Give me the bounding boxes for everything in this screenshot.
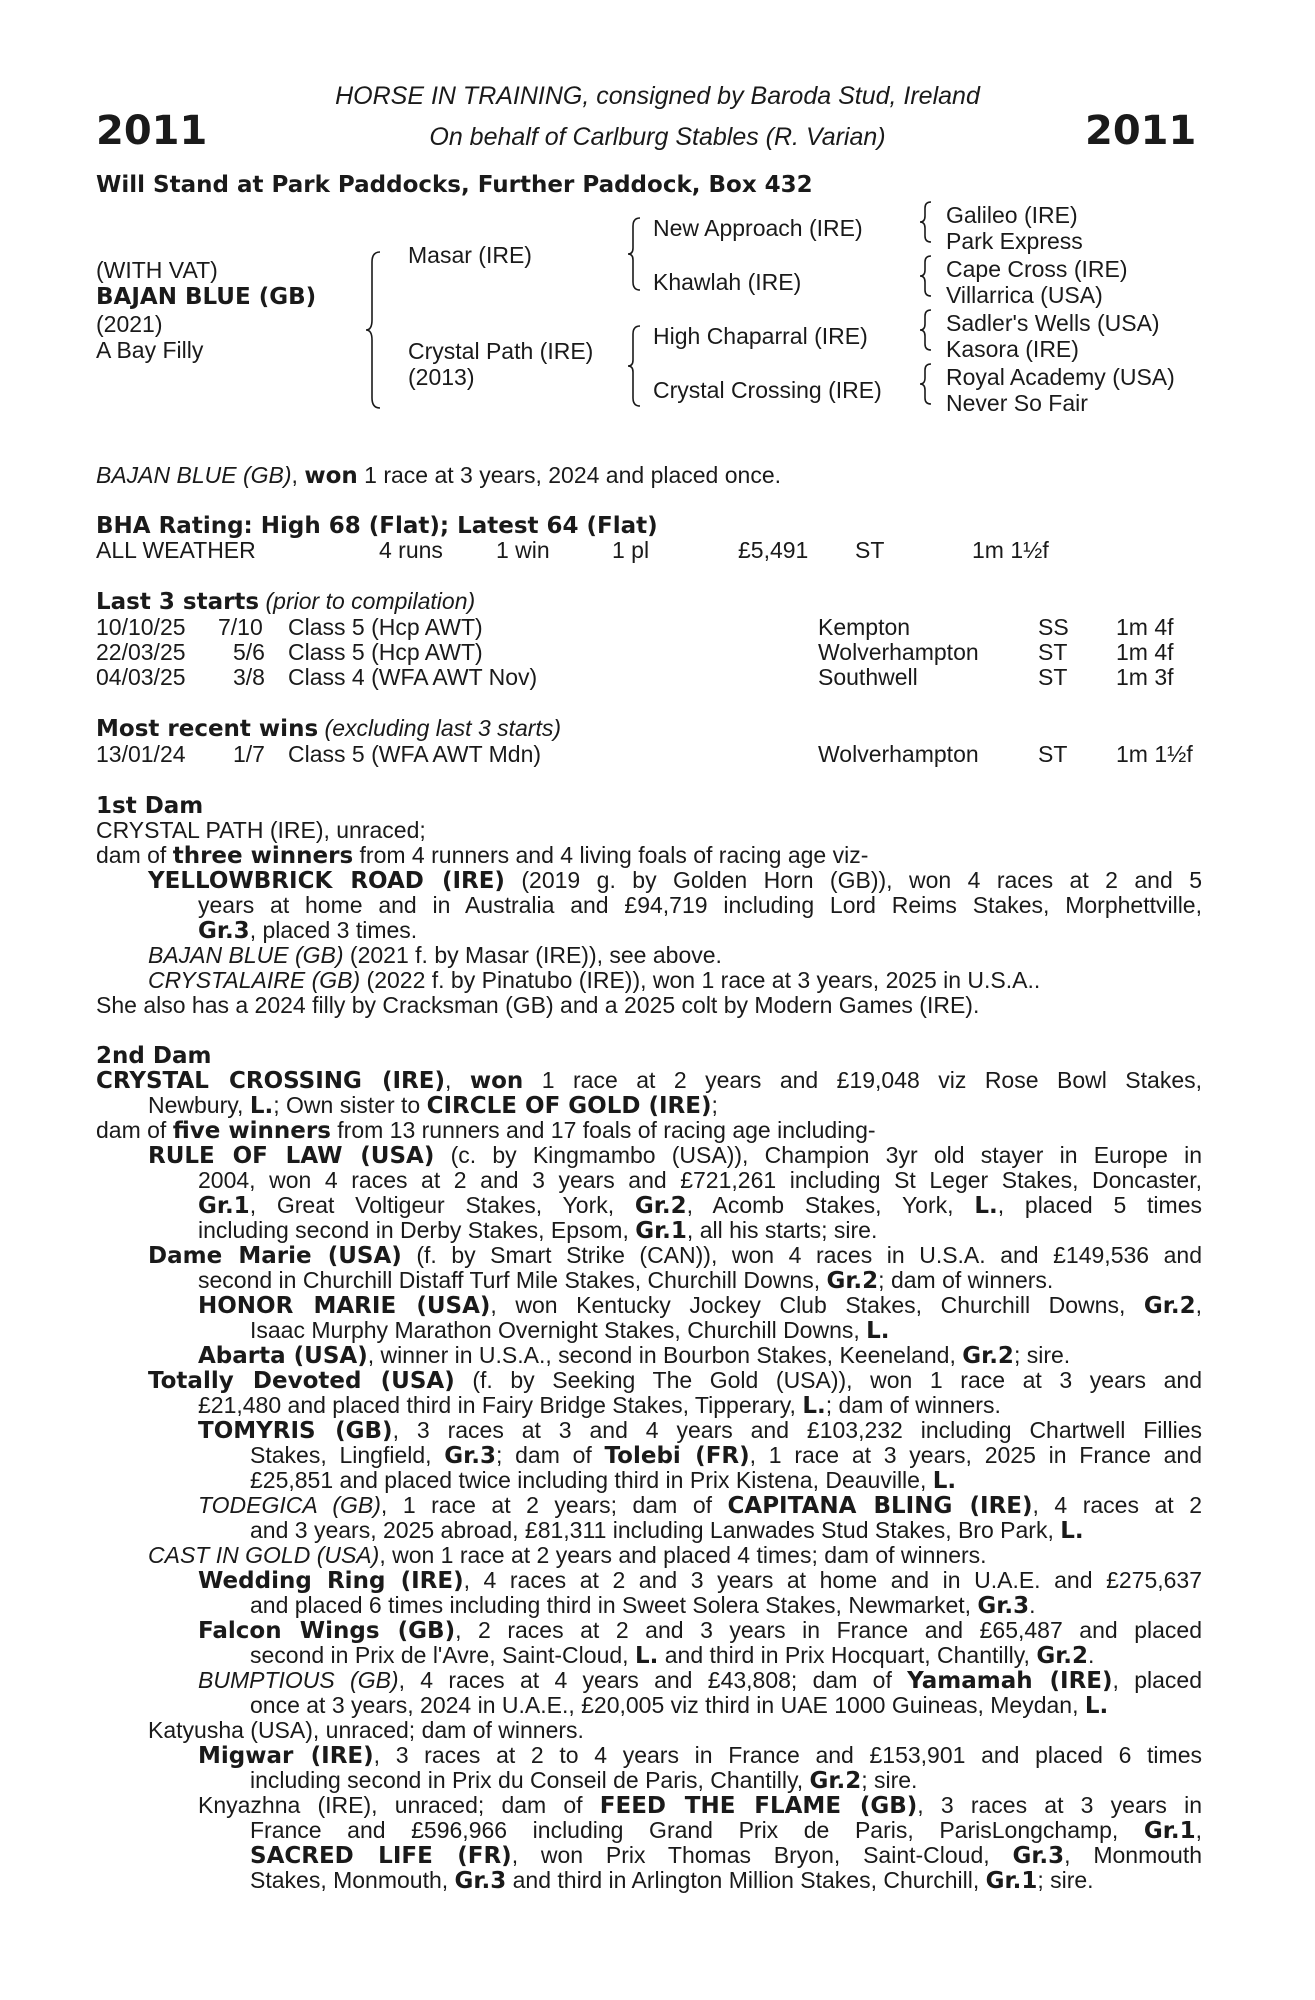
pedigree-sire-dam: Khawlah (IRE) (653, 269, 802, 295)
start-surface: ST (1038, 664, 1068, 690)
progeny-text-line: years at home and in Australia and £94,719 including Lord Reims Stakes, Morphettville, (198, 892, 1202, 918)
progeny-katyusha: Katyusha (USA), unraced; dam of winners. (148, 1717, 584, 1743)
progeny-text-line: £21,480 and placed third in Fairy Bridge Stakes, Tipperary, L.; dam of winners. (198, 1392, 1001, 1419)
start-distance: 1m 3f (1116, 664, 1174, 690)
start-date: 22/03/25 (96, 639, 186, 665)
behalf-line: On behalf of Carlburg Stables (R. Varian) (429, 123, 886, 151)
pedigree-dam-sire: High Chaparral (IRE) (653, 323, 868, 349)
progeny-text-line: 2004, won 4 races at 2 and 3 years and £721,261 including St Leger Stakes, Doncaster, (198, 1167, 1202, 1193)
second-dam-produce-line: dam of five winners from 13 runners and 17 foals of racing age including- (96, 1117, 876, 1144)
pedigree-brace-g78 (920, 362, 934, 406)
horse-name: BAJAN BLUE (GB) (96, 284, 317, 310)
start-position: 5/6 (233, 639, 265, 665)
progeny-text-line: and placed 6 times including third in Sweet Solera Stakes, Newmarket, Gr.3. (250, 1592, 1036, 1619)
start-distance: 1m 4f (1116, 639, 1174, 665)
pedigree-g6: Kasora (IRE) (946, 336, 1079, 362)
pedigree-g2: Park Express (946, 228, 1083, 254)
progeny-text-line: Gr.1, Great Voltigeur Stakes, York, Gr.2, Acomb Stakes, York, L., placed 5 times (198, 1192, 1202, 1219)
start-surface: ST (1038, 639, 1068, 665)
progeny-text-line: Stakes, Monmouth, Gr.3 and third in Arlington Million Stakes, Churchill, Gr.1; sire. (250, 1867, 1094, 1894)
start-date: 04/03/25 (96, 664, 186, 690)
pedigree-brace-g34 (920, 254, 934, 298)
progeny-rule-of-law: RULE OF LAW (USA) (c. by Kingmambo (USA)), Champion 3yr old stayer in Europe in (148, 1142, 1202, 1169)
pedigree-brace-g56 (920, 308, 934, 352)
pedigree-brace-sire (628, 216, 644, 292)
lot-number-left: 2011 (96, 108, 208, 154)
start-course: Kempton (818, 614, 911, 640)
pedigree-g5: Sadler's Wells (USA) (946, 310, 1160, 336)
progeny-bumptious: BUMPTIOUS (GB), 4 races at 4 years and £43,808; dam of Yamamah (IRE), placed (198, 1667, 1202, 1694)
progeny-sacred-life: SACRED LIFE (FR), won Prix Thomas Bryon, Saint-Cloud, Gr.3, Monmouth (250, 1842, 1203, 1869)
start-course: Southwell (818, 664, 918, 690)
consignor-line: HORSE IN TRAINING, consigned by Baroda Stud, Ireland (335, 82, 980, 110)
start-race: Class 5 (Hcp AWT) (288, 614, 483, 640)
pedigree-brace-dam (628, 324, 644, 408)
progeny-crystalaire: CRYSTALAIRE (GB) (2022 f. by Pinatubo (IRE)), won 1 race at 3 years, 2025 in U.S.A.. (148, 967, 1041, 993)
start-course: Wolverhampton (818, 639, 979, 665)
progeny-yellowbrick-road: YELLOWBRICK ROAD (IRE) (2019 g. by Golden Horn (GB)), won 4 races at 2 and 5 (148, 867, 1202, 894)
progeny-tomyris: TOMYRIS (GB), 3 races at 3 and 4 years and £103,232 including Chartwell Fillies (198, 1417, 1202, 1444)
rating-runs: 4 runs (379, 537, 443, 563)
win-race: Class 5 (WFA AWT Mdn) (288, 741, 542, 767)
first-dam-heading: 1st Dam (96, 793, 204, 819)
bha-rating-heading: BHA Rating: High 68 (Flat); Latest 64 (Flat) (96, 513, 658, 539)
pedigree-g1: Galileo (IRE) (946, 202, 1078, 228)
first-dam-note: She also has a 2024 filly by Cracksman (GB) and a 2025 colt by Modern Games (IRE). (96, 992, 980, 1018)
second-dam-heading: 2nd Dam (96, 1043, 212, 1069)
location-line: Will Stand at Park Paddocks, Further Paddock, Box 432 (96, 172, 813, 198)
progeny-text-line: second in Prix de l'Avre, Saint-Cloud, L. and third in Prix Hocquart, Chantilly, Gr.2. (250, 1642, 1095, 1669)
second-dam-crystal-crossing: CRYSTAL CROSSING (IRE), won 1 race at 2 years and £19,048 viz Rose Bowl Stakes, (96, 1067, 1202, 1094)
start-distance: 1m 4f (1116, 614, 1174, 640)
rating-distance: 1m 1½f (972, 537, 1049, 563)
progeny-wedding-ring: Wedding Ring (IRE), 4 races at 2 and 3 years at home and in U.A.E. and £275,637 (198, 1567, 1202, 1594)
progeny-falcon-wings: Falcon Wings (GB), 2 races at 2 and 3 years in France and £65,487 and placed (198, 1617, 1202, 1644)
pedigree-g4: Villarrica (USA) (946, 282, 1103, 308)
win-position: 1/7 (233, 741, 265, 767)
start-race: Class 4 (WFA AWT Nov) (288, 664, 538, 690)
rating-wins: 1 win (496, 537, 550, 563)
progeny-migwar: Migwar (IRE), 3 races at 2 to 4 years in France and £153,901 and placed 6 times (198, 1742, 1202, 1769)
pedigree-brace-g12 (920, 200, 934, 244)
lot-number-right: 2011 (1085, 108, 1197, 154)
last-starts-heading: Last 3 starts (prior to compilation) (96, 588, 476, 615)
pedigree-sire-sire: New Approach (IRE) (653, 215, 863, 241)
horse-year: (2021) (96, 311, 163, 337)
progeny-dame-marie: Dame Marie (USA) (f. by Smart Strike (CAN)), won 4 races in U.S.A. and £149,536 and (148, 1242, 1202, 1269)
first-dam-produce-line: dam of three winners from 4 runners and 4 living foals of racing age viz- (96, 842, 869, 869)
second-dam-text-line: Newbury, L.; Own sister to CIRCLE OF GOLD (IRE); (148, 1092, 718, 1119)
pedigree-g8: Never So Fair (946, 390, 1088, 416)
progeny-text-line: Stakes, Lingfield, Gr.3; dam of Tolebi (FR), 1 race at 3 years, 2025 in France and (250, 1442, 1202, 1469)
start-date: 10/10/25 (96, 614, 186, 640)
pedigree-dam-year: (2013) (408, 364, 475, 390)
rating-prize: £5,491 (738, 537, 809, 563)
win-surface: ST (1038, 741, 1068, 767)
progeny-text-line: £25,851 and placed twice including third in Prix Kistena, Deauville, L. (250, 1467, 957, 1494)
first-dam-line: CRYSTAL PATH (IRE), unraced; (96, 817, 426, 843)
progeny-text-line: France and £596,966 including Grand Prix de Paris, ParisLongchamp, Gr.1, (250, 1817, 1202, 1844)
start-surface: SS (1038, 614, 1069, 640)
start-position: 7/10 (218, 614, 263, 640)
race-summary: BAJAN BLUE (GB), won 1 race at 3 years, 2024 and placed once. (96, 462, 781, 489)
win-course: Wolverhampton (818, 741, 979, 767)
progeny-honor-marie: HONOR MARIE (USA), won Kentucky Jockey Club Stakes, Churchill Downs, Gr.2, (198, 1292, 1202, 1319)
progeny-todegica: TODEGICA (GB), 1 race at 2 years; dam of CAPITANA BLING (IRE), 4 races at 2 (198, 1492, 1202, 1519)
recent-wins-heading: Most recent wins (excluding last 3 starts) (96, 715, 562, 742)
progeny-text-line: including second in Derby Stakes, Epsom, Gr.1, all his starts; sire. (198, 1217, 878, 1244)
rating-going: ST (855, 537, 885, 563)
progeny-abarta: Abarta (USA), winner in U.S.A., second in Bourbon Stakes, Keeneland, Gr.2; sire. (198, 1342, 1071, 1369)
pedigree-dam: Crystal Path (IRE) (408, 338, 594, 364)
rating-placed: 1 pl (612, 537, 650, 563)
pedigree-brace-main (366, 250, 386, 410)
pedigree-g3: Cape Cross (IRE) (946, 256, 1128, 282)
progeny-text-line: Isaac Murphy Marathon Overnight Stakes, Churchill Downs, L. (250, 1317, 890, 1344)
pedigree-g7: Royal Academy (USA) (946, 364, 1175, 390)
progeny-text-line: once at 3 years, 2024 in U.A.E., £20,005 viz third in UAE 1000 Guineas, Meydan, L. (250, 1692, 1109, 1719)
progeny-text-line: second in Churchill Distaff Turf Mile Stakes, Churchill Downs, Gr.2; dam of winners. (198, 1267, 1054, 1294)
progeny-text-line: and 3 years, 2025 abroad, £81,311 including Lanwades Stud Stakes, Bro Park, L. (250, 1517, 1084, 1544)
progeny-text-line: including second in Prix du Conseil de Paris, Chantilly, Gr.2; sire. (250, 1767, 918, 1794)
horse-description: A Bay Filly (96, 337, 204, 363)
progeny-cast-in-gold: CAST IN GOLD (USA), won 1 race at 2 years and placed 4 times; dam of winners. (148, 1542, 987, 1568)
progeny-bajan-blue: BAJAN BLUE (GB) (2021 f. by Masar (IRE)), see above. (148, 942, 722, 968)
progeny-text-line: Gr.3, placed 3 times. (198, 917, 418, 944)
rating-surface: ALL WEATHER (96, 537, 256, 563)
progeny-knyazhna: Knyazhna (IRE), unraced; dam of FEED THE FLAME (GB), 3 races at 3 years in (198, 1792, 1202, 1819)
pedigree-sire: Masar (IRE) (408, 242, 532, 268)
progeny-totally-devoted: Totally Devoted (USA) (f. by Seeking The Gold (USA)), won 1 race at 3 years and (148, 1367, 1202, 1394)
win-date: 13/01/24 (96, 741, 186, 767)
start-position: 3/8 (233, 664, 265, 690)
vat-label: (WITH VAT) (96, 257, 218, 283)
start-race: Class 5 (Hcp AWT) (288, 639, 483, 665)
win-distance: 1m 1½f (1116, 741, 1193, 767)
pedigree-dam-dam: Crystal Crossing (IRE) (653, 377, 882, 403)
